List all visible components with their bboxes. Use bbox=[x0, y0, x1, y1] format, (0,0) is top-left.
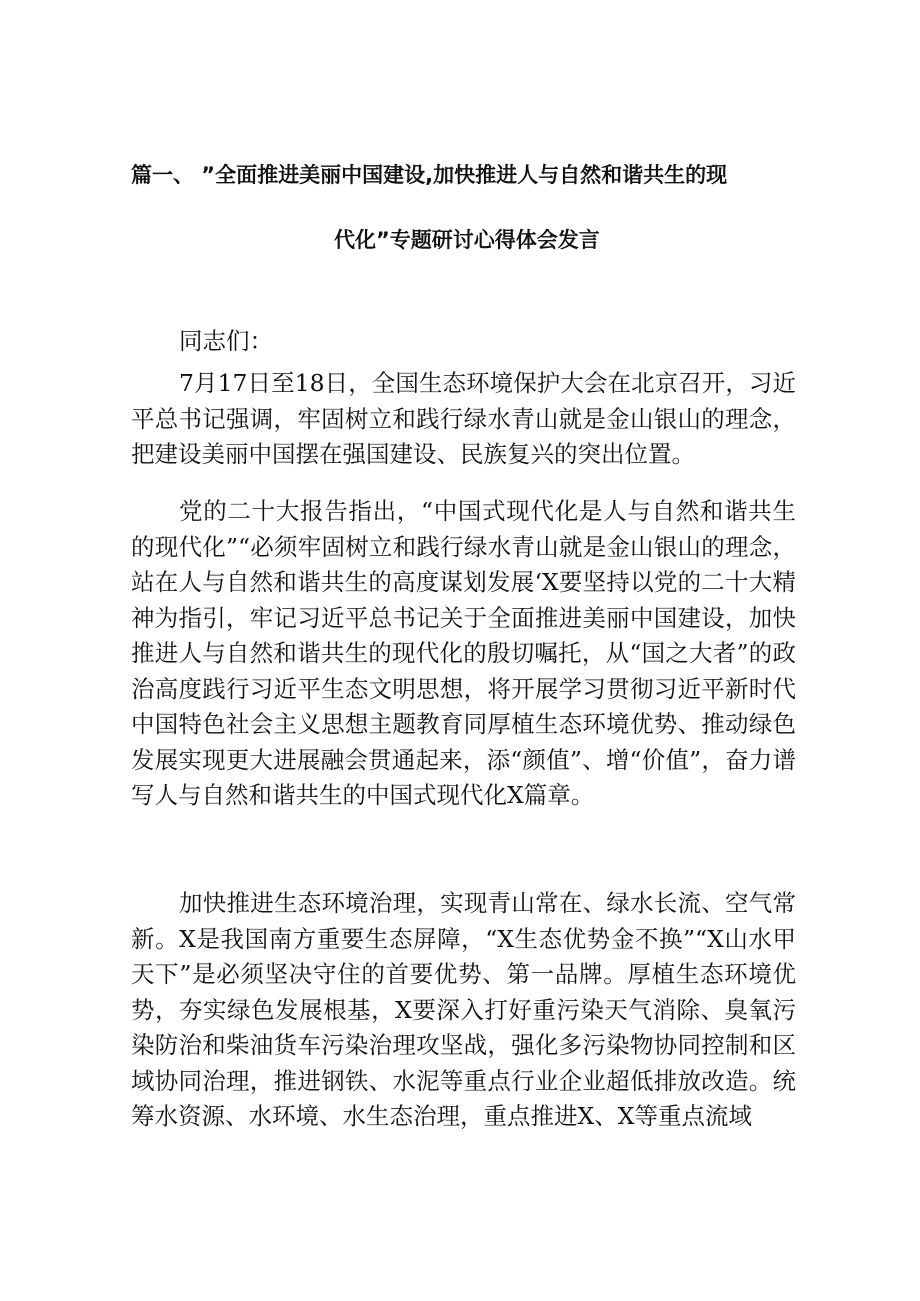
document-title-line-1: 篇一、 ”全面推进美丽中国建设,加快推进人与自然和谐共生的现 bbox=[131, 163, 728, 187]
paragraph-text: 党的二十大报告指出，“中国式现代化是人与自然和谐共生的现代化”“必须牢固树立和践行绿水青山就是金山银山的理念，站在人与自然和谐共生的高度谋划发展‘X要坚持以党的二十大精神为指引，牢记习近平总书记关于全面推进美丽中国建设，加快推进人与自然和谐共生的现代化的殷切嘱托，从“国之大者”的政治高度践行习近平生态文明思想，将开展学习贯彻习近平新时代中国特色社会主义思想主题教育同厚植生态环境优势、推动绿色发展实现更大进展融会贯通起来，添“颜值”、增“价值”，奋力谱写人与自然和谐共生的中国式现代化X篇章。 bbox=[131, 497, 796, 809]
paragraph-1 bbox=[131, 366, 796, 473]
greeting: 同志们： bbox=[179, 327, 273, 355]
paragraph-2 bbox=[131, 494, 796, 814]
paragraph-text: 加快推进生态环境治理，实现青山常在、绿水长流、空气常新。X是我国南方重要生态屏障，“X生态优势金不换”“X山水甲天下”是必须坚决守住的首要优势、第一品牌。厚植生态环境优势，夯实绿色发展根基，X要深入打好重污染天气消除、臭氧污染防治和柴油货车污染治理攻坚战，强化多污染物协同控制和区域协同治理，推进钢铁、水泥等重点行业企业超低排放改造。统筹水资源、水环境、水生态治理，重点推进X、X等重点流域 bbox=[131, 889, 796, 1130]
paragraph-3 bbox=[131, 886, 796, 1135]
paragraph-text: 7月17日至18日，全国生态环境保护大会在北京召开，习近平总书记强调，牢固树立和践行绿水青山就是金山银山的理念，把建设美丽中国摆在强国建设、民族复兴的突出位置。 bbox=[131, 369, 796, 468]
document-title-line-2: 代化”专题研讨心得体会发言 bbox=[334, 228, 600, 252]
